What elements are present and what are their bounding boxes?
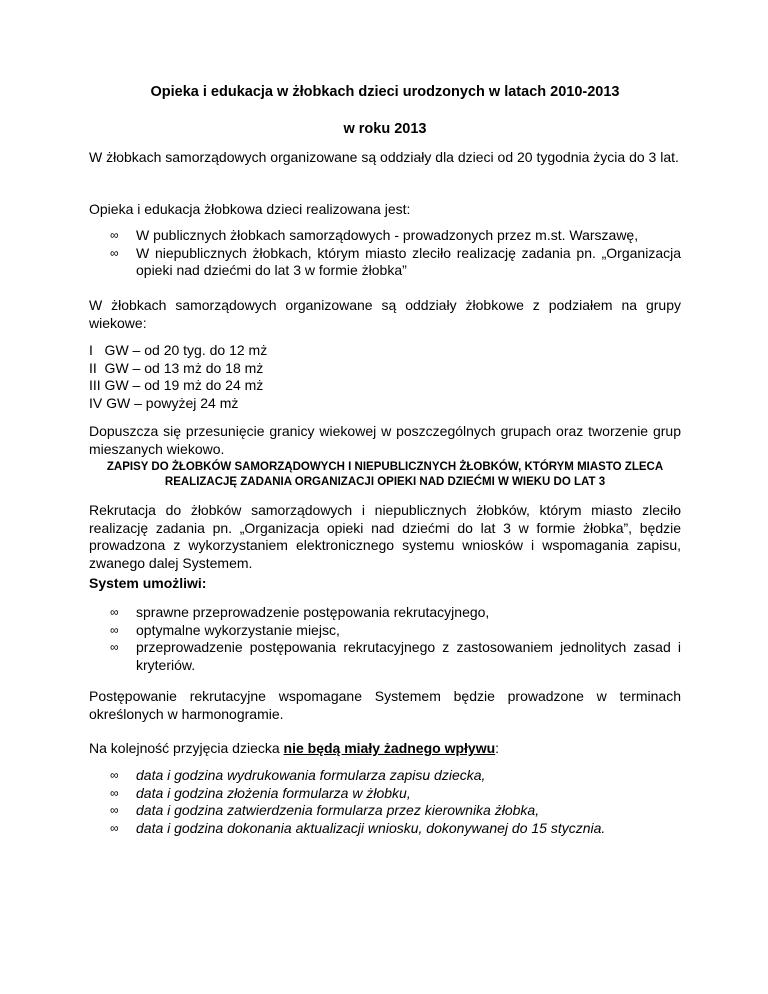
list-item <box>89 245 681 280</box>
order-factors-list <box>89 767 681 837</box>
bullet-icon: ∞ <box>110 605 119 619</box>
list-item <box>89 604 681 622</box>
paragraph-order <box>89 740 681 758</box>
bullet-icon: ∞ <box>110 803 119 817</box>
order-prefix: Na kolejność przyjęcia dziecka <box>89 740 284 756</box>
document-title: Opieka i edukacja w żłobkach dzieci urodzonych w latach 2010-2013 <box>150 84 620 100</box>
section-heading: ZAPISY DO ŻŁOBKÓW SAMORZĄDOWYCH I NIEPUBLICZNYCH ŻŁOBKÓW, KTÓRYM MIASTO ZLECA REALIZACJĘ ZADANIA ORGANIZACJI OPIEKI NAD DZIEĆMI W WIEKU DO LAT 3 <box>106 461 664 488</box>
order-suffix: : <box>495 740 500 756</box>
list-item <box>89 227 681 245</box>
paragraph-groups: W żłobkach samorządowych organizowane są oddziały żłobkowe z podziałem na grupy wiekowe: <box>89 297 681 331</box>
list-item-text: W publicznych żłobkach samorządowych - prowadzonych przez m.st. Warszawę, <box>136 227 639 243</box>
list-item-text: optymalne wykorzystanie miejsc, <box>136 621 340 638</box>
age-group-item: I GW – od 20 tyg. do 12 mż <box>89 342 268 358</box>
paragraph-recruitment: Rekrutacja do żłobków samorządowych i niepublicznych żłobków, którym miasto zleciło realizację zadania pn. „Organizacja opieki nad dziećmi do lat 3 w formie żłobka”, będzie prowadzona z wykorzystaniem elektronicznego systemu wniosków i wspomagania zapisu, zwanego dalej Systemem. <box>89 502 681 571</box>
document-subtitle: w roku 2013 <box>343 121 427 137</box>
bullet-icon: ∞ <box>110 785 119 800</box>
list-item-text: W niepublicznych żłobkach, którym miasto zleciło realizację zadania pn. „Organizacja opieki nad dziećmi do lat 3 w formie żłobka” <box>136 244 681 278</box>
paragraph-schedule: Postępowanie rekrutacyjne wspomagane Systemem będzie prowadzone w terminach określonych w harmonogramie. <box>89 688 681 722</box>
bullet-icon: ∞ <box>110 768 119 782</box>
bullet-icon: ∞ <box>110 622 119 637</box>
list-item <box>89 785 681 803</box>
care-types-list <box>89 227 681 280</box>
system-heading: System umożliwi: <box>89 575 207 591</box>
list-item <box>89 767 681 785</box>
paragraph-intro: W żłobkach samorządowych organizowane są oddziały dla dzieci od 20 tygodnia życia do 3 lat. <box>89 149 679 165</box>
list-item <box>89 639 681 674</box>
list-item-text: data i godzina zatwierdzenia formularza przez kierownika żłobka, <box>136 802 540 818</box>
bullet-icon: ∞ <box>110 228 119 242</box>
order-emphasis: nie będą miały żadnego wpływu <box>283 740 496 756</box>
list-item <box>89 802 681 820</box>
paragraph-age-shift: Dopuszcza się przesunięcie granicy wiekowej w poszczególnych grupach oraz tworzenie grup mieszanych wiekowo. <box>89 423 681 457</box>
list-item-text: przeprowadzenie postępowania rekrutacyjnego z zastosowaniem jednolitych zasad i kryteriów. <box>136 639 681 673</box>
bullet-icon: ∞ <box>110 245 119 260</box>
age-groups-list <box>89 342 681 412</box>
paragraph-care: Opieka i edukacja żłobkowa dzieci realizowana jest: <box>89 201 411 217</box>
list-item-text: data i godzina złożenia formularza w żłobku, <box>136 784 411 801</box>
system-features-list <box>89 604 681 674</box>
list-item-text: data i godzina wydrukowania formularza zapisu dziecka, <box>136 767 486 783</box>
list-item <box>89 622 681 640</box>
list-item-text: sprawne przeprowadzenie postępowania rekrutacyjnego, <box>136 604 490 620</box>
age-group-item: III GW – od 19 mż do 24 mż <box>89 377 264 393</box>
bullet-icon: ∞ <box>110 820 119 835</box>
bullet-icon: ∞ <box>110 640 119 654</box>
list-item-text: data i godzina dokonania aktualizacji wniosku, dokonywanej do 15 stycznia. <box>136 819 606 836</box>
list-item <box>89 820 681 838</box>
age-group-item: IV GW – powyżej 24 mż <box>89 394 239 411</box>
age-group-item: II GW – od 13 mż do 18 mż <box>89 359 264 376</box>
